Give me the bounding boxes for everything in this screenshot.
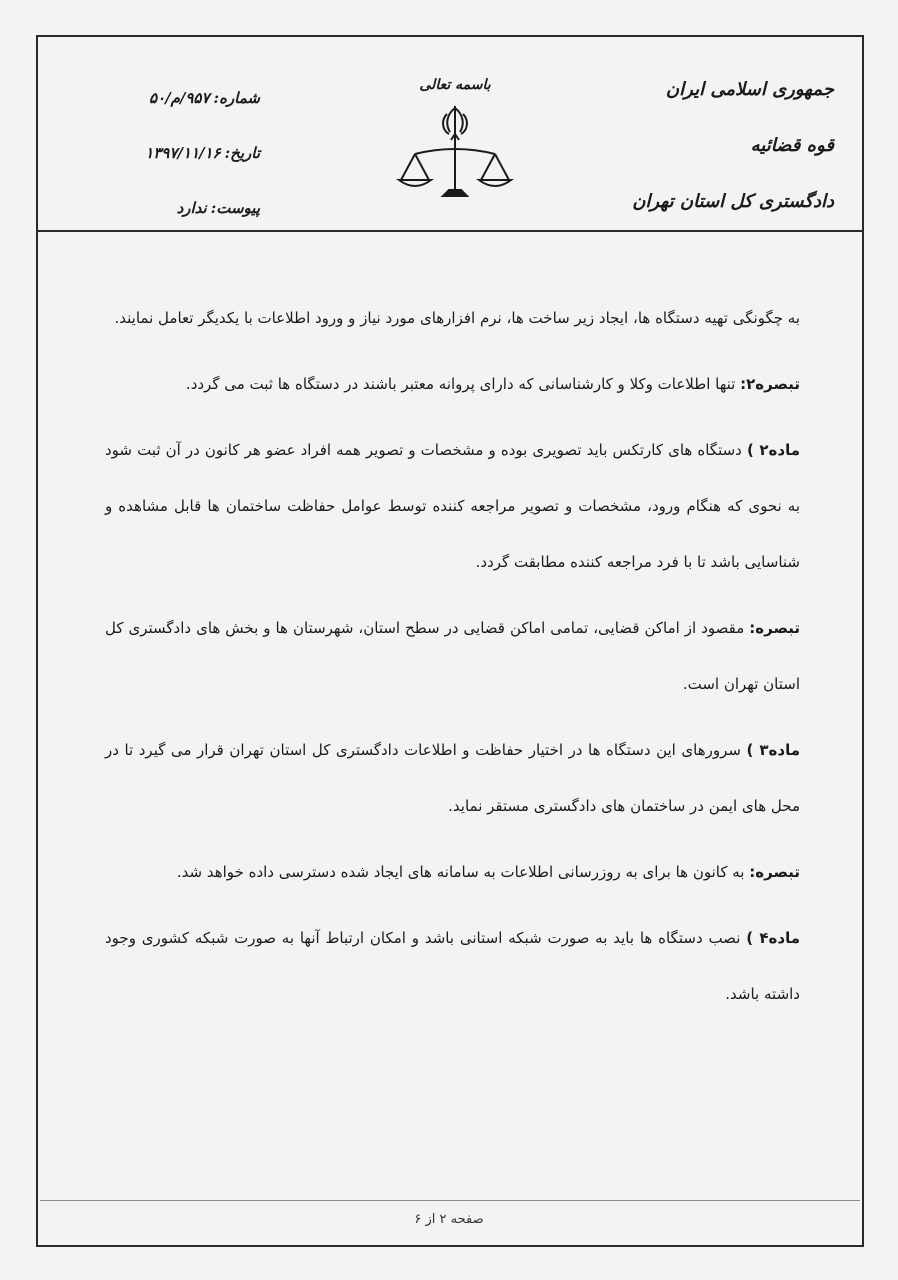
judiciary-emblem-icon xyxy=(380,100,530,205)
letter-date xyxy=(120,133,260,188)
paragraph-text: مقصود از اماکن قضایی، تمامی اماکن قضایی در سطح استان، شهرستان ها و بخش های دادگستری کل استان تهران است. xyxy=(105,619,800,693)
issuer-department: دادگستری کل استان تهران xyxy=(632,191,834,212)
clause-label: تبصره: xyxy=(749,619,800,637)
reference-block xyxy=(120,78,260,243)
clause-label: تبصره: xyxy=(749,863,800,881)
letter-number-value: ۹۵۷/م/۵۰ xyxy=(149,89,210,107)
letter-attachment-value: ندارد xyxy=(176,199,207,217)
paragraph-article-2 xyxy=(105,422,800,590)
letter-attachment-label: پیوست: xyxy=(210,199,260,217)
issuer-country: جمهوری اسلامی ایران xyxy=(665,79,834,100)
paragraph-article-4 xyxy=(105,910,800,1022)
emblem-block xyxy=(380,70,530,205)
clause-label: ماده۴ ) xyxy=(746,929,800,947)
paragraph-text: دستگاه های کارتکس باید تصویری بوده و مشخصات و تصویر همه افراد عضو هر کانون در آن ثبت شود به نحوی که هنگام ورود، مشخصات و تصویر مراجعه کننده توسط عوامل حفاظت ساختمان ها قابل مشاهده و شناسایی باشد تا با فرد مراجعه کننده مطابقت گردد. xyxy=(105,441,800,571)
footer-divider xyxy=(40,1200,860,1201)
letter-number-label: شماره: xyxy=(213,89,260,107)
issuer-branch: قوه قضائیه xyxy=(750,135,834,156)
paragraph-text: به کانون ها برای به روزرسانی اطلاعات به سامانه های ایجاد شده دسترسی داده خواهد شد. xyxy=(176,863,745,881)
clause-label: تبصره۲: xyxy=(740,375,800,393)
clause-label: ماده۳ ) xyxy=(746,741,800,759)
letter-body xyxy=(105,290,800,1022)
paragraph-text: سرورهای این دستگاه ها در اختیار حفاظت و اطلاعات دادگستری کل استان تهران قرار می گیرد تا در محل های ایمن در ساختمان های دادگستری مستقر نماید. xyxy=(105,741,800,815)
paragraph-note-2 xyxy=(105,356,800,412)
paragraph-article-3 xyxy=(105,722,800,834)
basmala: باسمه تعالی xyxy=(419,77,491,93)
paragraph-text: به چگونگی تهیه دستگاه ها، ایجاد زیر ساخت ها، نرم افزارهای مورد نیاز و ورود اطلاعات با یکدیگر تعامل نمایند. xyxy=(114,309,800,327)
letter-number xyxy=(120,78,260,133)
paragraph-note-b xyxy=(105,844,800,900)
letter-attachment xyxy=(120,188,260,243)
page-number: صفحه ۲ از ۶ xyxy=(414,1212,484,1227)
issuer-block xyxy=(604,70,834,238)
paragraph-intro xyxy=(105,290,800,346)
paragraph-note-a xyxy=(105,600,800,712)
clause-label: ماده۲ ) xyxy=(746,441,800,459)
paragraph-text: نصب دستگاه ها باید به صورت شبکه استانی باشد و امکان ارتباط آنها به صورت شبکه کشوری وجود داشته باشد. xyxy=(105,929,800,1003)
letter-date-value: ۱۳۹۷/۱۱/۱۶ xyxy=(145,144,221,162)
paragraph-text: تنها اطلاعات وکلا و کارشناسانی که دارای پروانه معتبر باشند در دستگاه ها ثبت می گردد. xyxy=(185,375,736,393)
letter-date-label: تاریخ: xyxy=(224,144,260,162)
